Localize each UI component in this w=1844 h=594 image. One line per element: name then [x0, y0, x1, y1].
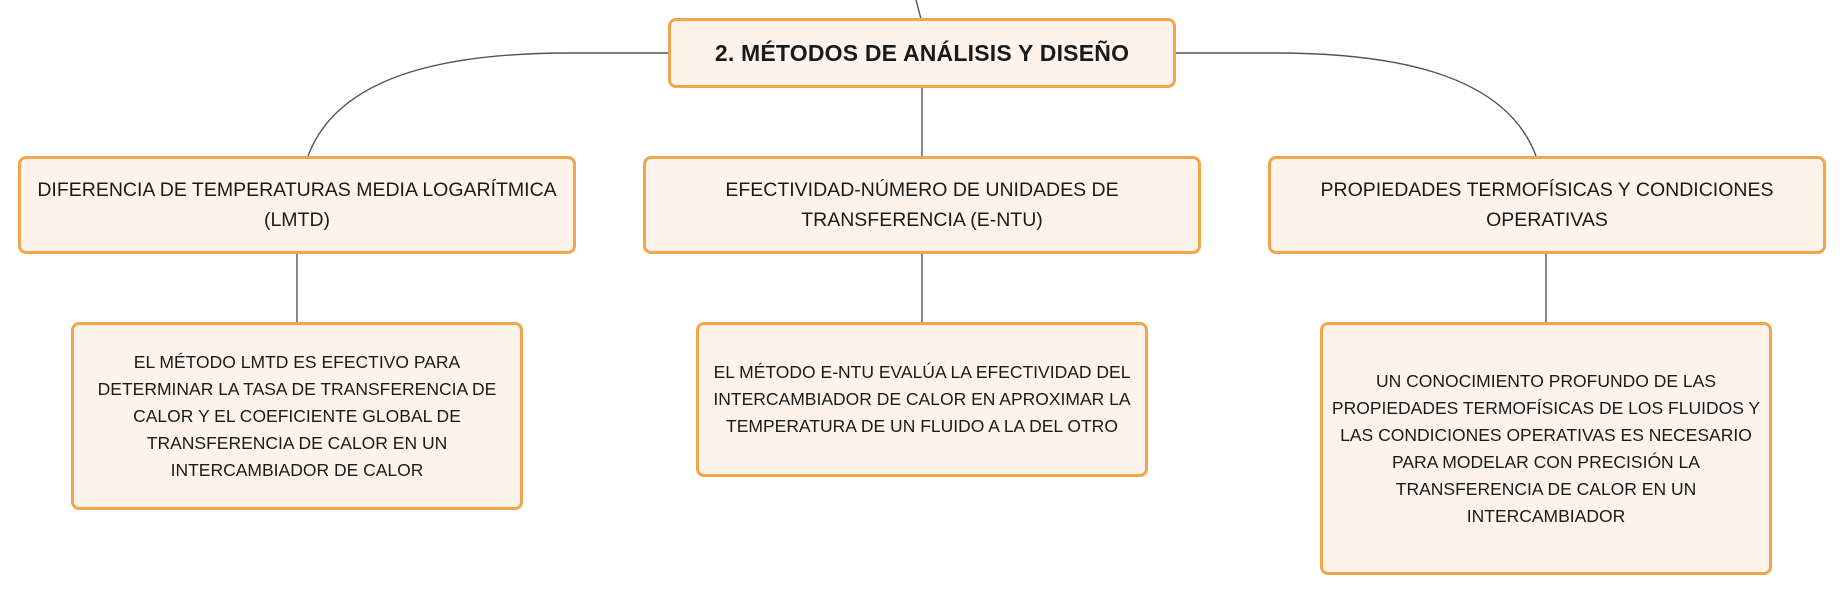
detail-node-e-ntu-text: EL MÉTODO Ε-NTU EVALÚA LA EFECTIVIDAD DEL INTERCAMBIADOR DE CALOR EN APROXIMAR LA TEMPERATURA DE UN FLUIDO A LA DEL OTRO — [713, 362, 1131, 436]
branch-node-propiedades-label: PROPIEDADES TERMOFÍSICAS Y CONDICIONES OPERATIVAS — [1320, 179, 1774, 231]
branch-node-lmtd[interactable] — [18, 156, 576, 254]
detail-node-propiedades-text: UN CONOCIMIENTO PROFUNDO DE LAS PROPIEDADES TERMOFÍSICAS DE LOS FLUIDOS Y LAS CONDICIONES OPERATIVAS ES NECESARIO PARA MODELAR CON PRECISIÓN LA TRANSFERENCIA DE CALOR EN UN INTERCAMBIADOR — [1331, 370, 1761, 526]
branch-node-e-ntu[interactable] — [643, 156, 1201, 254]
connector-parent-to-root — [916, 0, 921, 19]
branch-node-propiedades[interactable] — [1268, 156, 1826, 254]
connector-root-to-branch-3 — [1174, 53, 1536, 156]
branch-node-lmtd-label: DIFERENCIA DE TEMPERATURAS MEDIA LOGARÍTMICA (LMTD) — [37, 179, 557, 231]
root-node-label: 2. MÉTODOS DE ANÁLISIS Y DISEÑO — [714, 39, 1130, 66]
detail-node-lmtd[interactable] — [71, 322, 523, 510]
connector-root-to-branch-1 — [308, 53, 670, 156]
root-node[interactable] — [668, 18, 1176, 88]
detail-node-propiedades[interactable] — [1320, 322, 1772, 575]
detail-node-lmtd-text: EL MÉTODO LMTD ES EFECTIVO PARA DETERMINAR LA TASA DE TRANSFERENCIA DE CALOR Y EL COEFICIENTE GLOBAL DE TRANSFERENCIA DE CALOR EN UN INTERCAMBIADOR DE CALOR — [97, 351, 497, 480]
branch-node-e-ntu-label: EFECTIVIDAD-NÚMERO DE UNIDADES DE TRANSFERENCIA (Ε-NTU) — [725, 179, 1119, 231]
detail-node-e-ntu[interactable] — [696, 322, 1148, 477]
